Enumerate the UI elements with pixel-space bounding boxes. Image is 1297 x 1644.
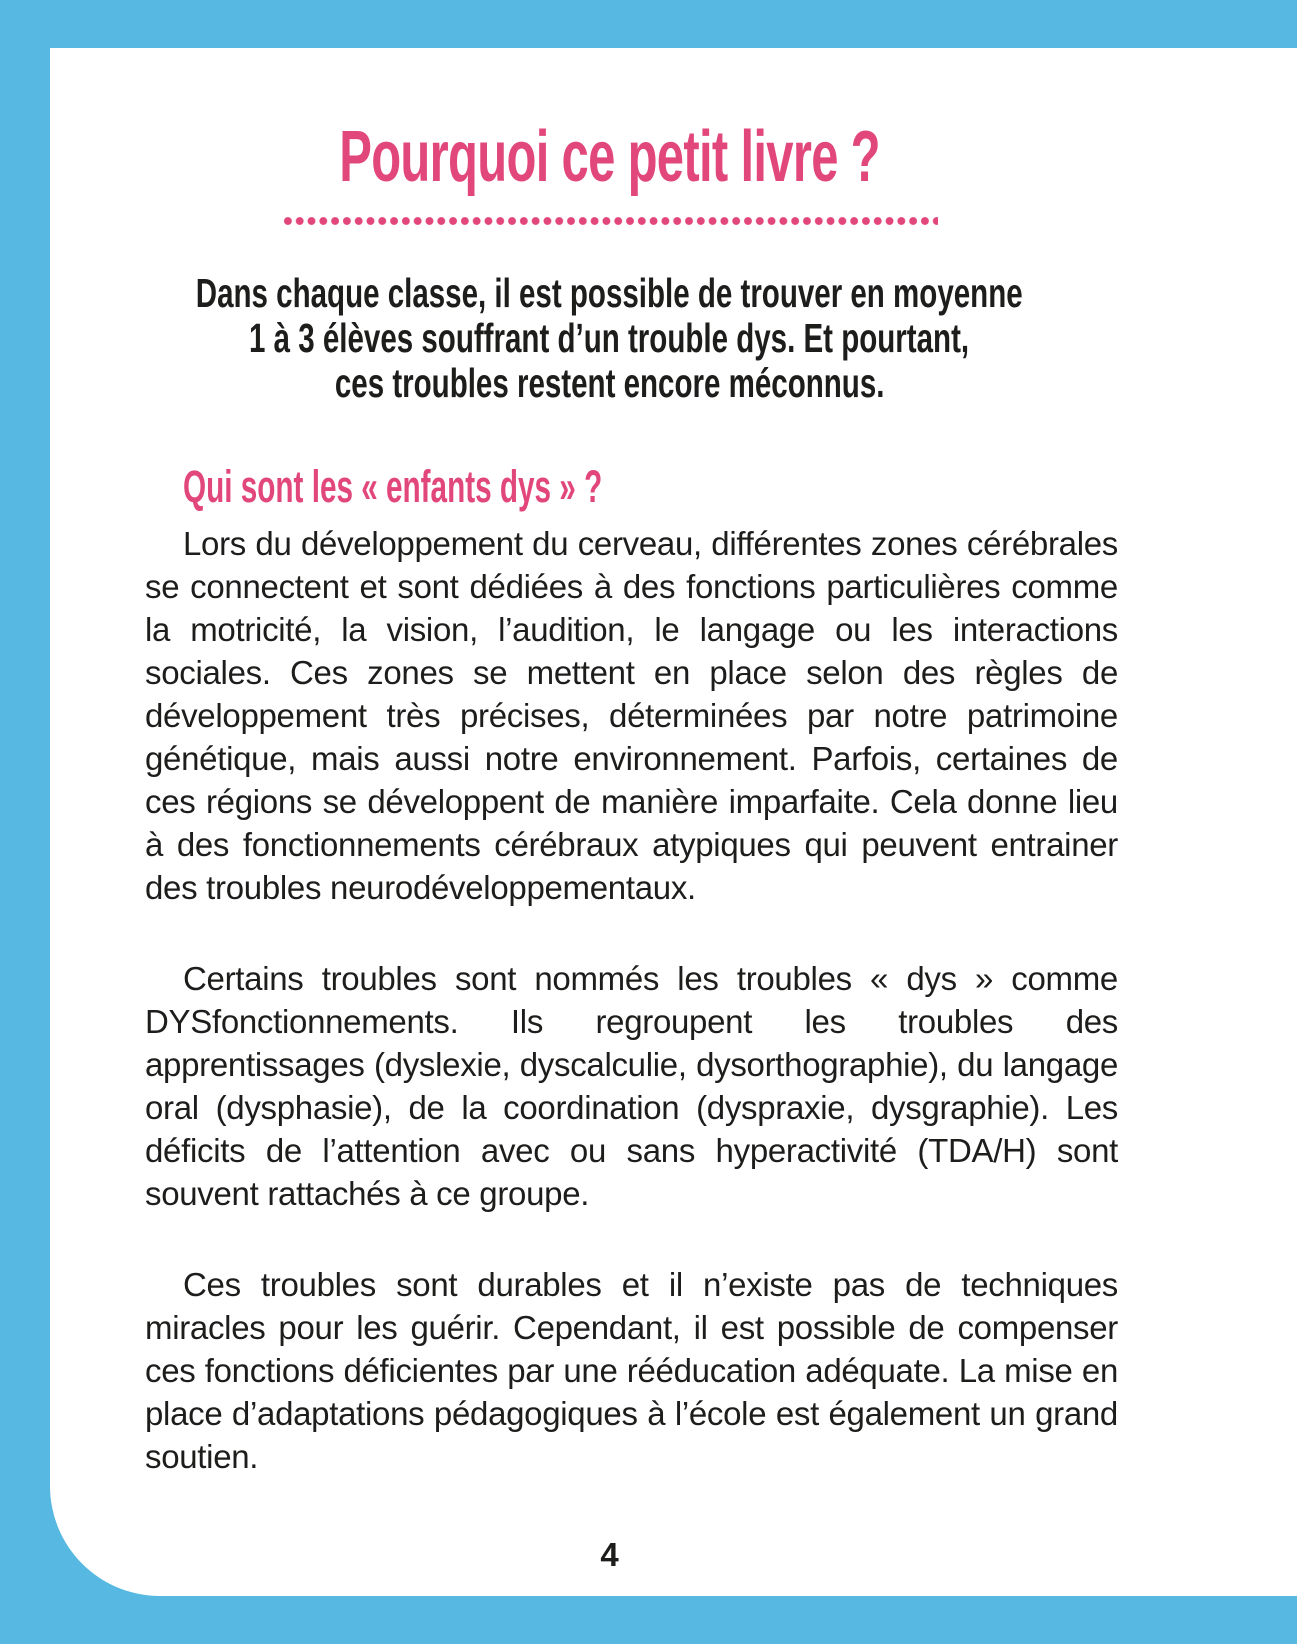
- intro-line: [35, 271, 1183, 316]
- body-paragraph: Certains troubles sont nommés les troubles « dys » comme DYSfonctionnements. Ils regroupent les troubles des apprentissages (dyslexie, dyscalculie, dysorthographie), du langage oral (dysphasie), de la coordination (dyspraxie, dysgraphie). Les déficits de l’attention avec ou sans hyperactivité (TDA/H) sont souvent rattachés à ce groupe.: [145, 959, 1118, 1212]
- section-heading-text: Qui sont les « enfants dys » ?: [183, 460, 603, 512]
- body-paragraph: Lors du développement du cerveau, différentes zones cérébrales se connectent et sont dédiées à des fonctions particulières comme la motricité, la vision, l’audition, le langage ou les interactions sociales. Ces zones se mettent en place selon des règles de développement très précises, déterminées par notre patrimoine génétique, mais aussi notre environnement. Parfois, certaines de ces régions se développent de manière imparfaite. Cela donne lieu à des fonctionnements cérébraux atypiques qui peuvent entrainer des troubles neurodéveloppementaux.: [145, 524, 1118, 906]
- content-panel: [50, 48, 1297, 1596]
- body-paragraph: Ces troubles sont durables et il n’existe pas de techniques miracles pour les guérir. Cependant, il est possible de compenser ces fonctions déficientes par une rééducation adéquate. La mise en place d’adaptations pédagogiques à l’école est également un grand soutien.: [145, 1265, 1118, 1475]
- page-number: 4: [600, 1536, 619, 1573]
- intro-line-text: Dans chaque classe, il est possible de trouver en moyenne: [196, 269, 1023, 316]
- title-dotted-underline: [282, 215, 938, 227]
- page-title: [145, 117, 1074, 198]
- page-title-text: Pourquoi ce petit livre ?: [339, 117, 880, 198]
- intro-line: [109, 316, 1109, 361]
- intro-text: [145, 271, 1074, 406]
- intro-line-text: 1 à 3 élèves souffrant d’un trouble dys. Et pourtant,: [249, 314, 970, 361]
- title-underline-row: [145, 215, 1074, 227]
- intro-line: [228, 361, 991, 406]
- intro-line-text: ces troubles restent encore méconnus.: [334, 359, 885, 406]
- section-heading: [183, 462, 1118, 512]
